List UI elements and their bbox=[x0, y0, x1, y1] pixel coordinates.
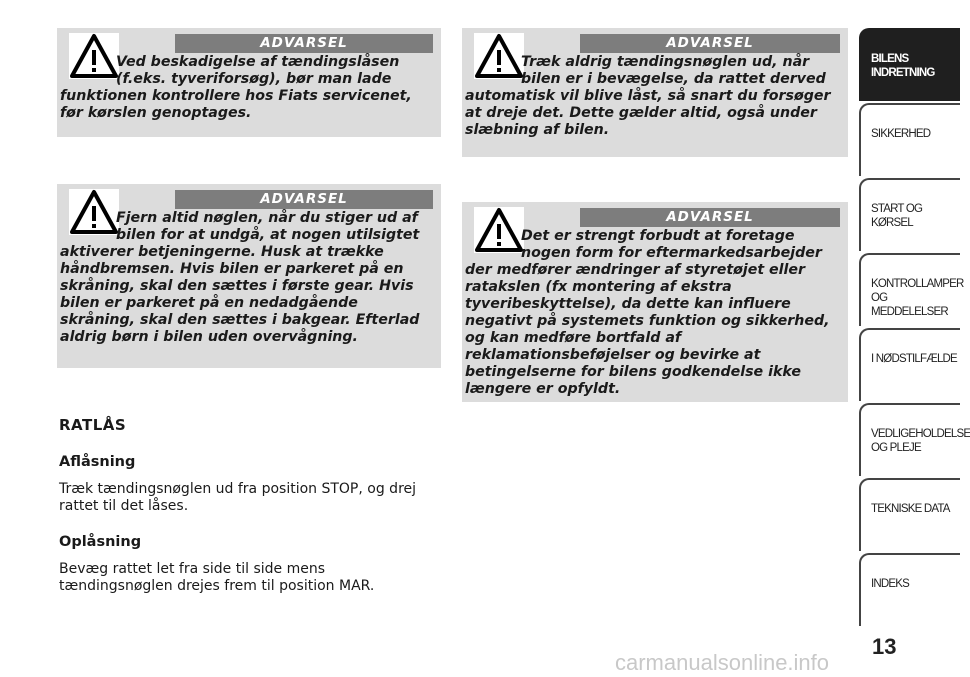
warning-text: Træk aldrig tændingsnøglen ud, når bilen er i bevægelse, da rattet derved automatisk vil blive låst, så snart du forsøger at dreje det. Dette gælder altid, også under slæbning af bilen. bbox=[465, 54, 831, 138]
tab-kontrollamper[interactable] bbox=[859, 253, 964, 326]
unlock-text: Bevæg rattet let fra side til side mens tændingsnøglen drejes frem til position MAR. bbox=[59, 561, 375, 594]
warning-heading: ADVARSEL bbox=[580, 208, 840, 227]
warning-heading: ADVARSEL bbox=[175, 190, 433, 209]
tab-label: SIKKERHED bbox=[871, 128, 931, 140]
tab-vedligeholdelse[interactable] bbox=[859, 403, 970, 476]
tab-label: TEKNISKE DATA bbox=[871, 503, 950, 515]
chapter-tabs bbox=[859, 28, 970, 628]
tab-label: KONTROLLAMPER OG MEDDELELSER bbox=[871, 278, 964, 318]
tab-sikkerhed[interactable] bbox=[859, 103, 960, 176]
tab-label: BILENS INDRETNING bbox=[871, 53, 935, 79]
page-number: 13 bbox=[872, 634, 897, 659]
warning-heading: ADVARSEL bbox=[175, 34, 433, 53]
lock-text: Træk tændingsnøglen ud fra position STOP, og drej rattet til det låses. bbox=[59, 481, 417, 514]
watermark: carmanualsonline.info bbox=[615, 650, 830, 675]
warning-box-2 bbox=[57, 184, 441, 368]
warning-box-1 bbox=[57, 28, 441, 137]
tab-label: START OG KØRSEL bbox=[871, 203, 923, 229]
warning-heading: ADVARSEL bbox=[580, 34, 840, 53]
tab-label: VEDLIGEHOLDELSE OG PLEJE bbox=[871, 428, 970, 454]
lock-heading: Aflåsning bbox=[59, 454, 136, 470]
warning-box-3 bbox=[462, 28, 848, 157]
tab-bilens-indretning[interactable] bbox=[859, 28, 960, 101]
tab-label: INDEKS bbox=[871, 578, 910, 590]
warning-text: Fjern altid nøglen, når du stiger ud af bilen for at undgå, at nogen utilsigtet aktiverer betjeningerne. Husk at trække håndbremsen. Hvis bilen er parkeret på en skråning, skal den sættes i første gear. Hvis bilen er parkeret på en nedadgående skråning, skal den sættes i bakgear. Efterlad aldrig børn i bilen uden overvågning. bbox=[60, 210, 420, 345]
warning-box-4 bbox=[462, 202, 848, 402]
tab-indeks[interactable] bbox=[859, 553, 960, 626]
tab-start-og-korsel[interactable] bbox=[859, 178, 960, 251]
tab-i-nodstilfaelde[interactable] bbox=[859, 328, 960, 401]
warning-text: Ved beskadigelse af tændingslåsen (f.eks. tyveriforsøg), bør man lade funktionen kontrollere hos Fiats servicenet, før kørslen genoptages. bbox=[60, 54, 412, 121]
unlock-heading: Oplåsning bbox=[59, 534, 142, 550]
section-title: RATLÅS bbox=[59, 416, 127, 434]
tab-label: I NØDSTILFÆLDE bbox=[871, 353, 957, 365]
warning-text: Det er strengt forbudt at foretage nogen form for eftermarkedsarbejder der medfører ændringer af styretøjet eller ratakslen (fx montering af ekstra tyveribeskyttelse), da dette kan influere negativt på systemets funktion og sikkerhed, og kan medføre bortfald af reklamationsbeføjelser og bevirke at betingelserne for bilens godkendelse ikke længere er opfyldt. bbox=[465, 228, 830, 397]
tab-tekniske-data[interactable] bbox=[859, 478, 960, 551]
